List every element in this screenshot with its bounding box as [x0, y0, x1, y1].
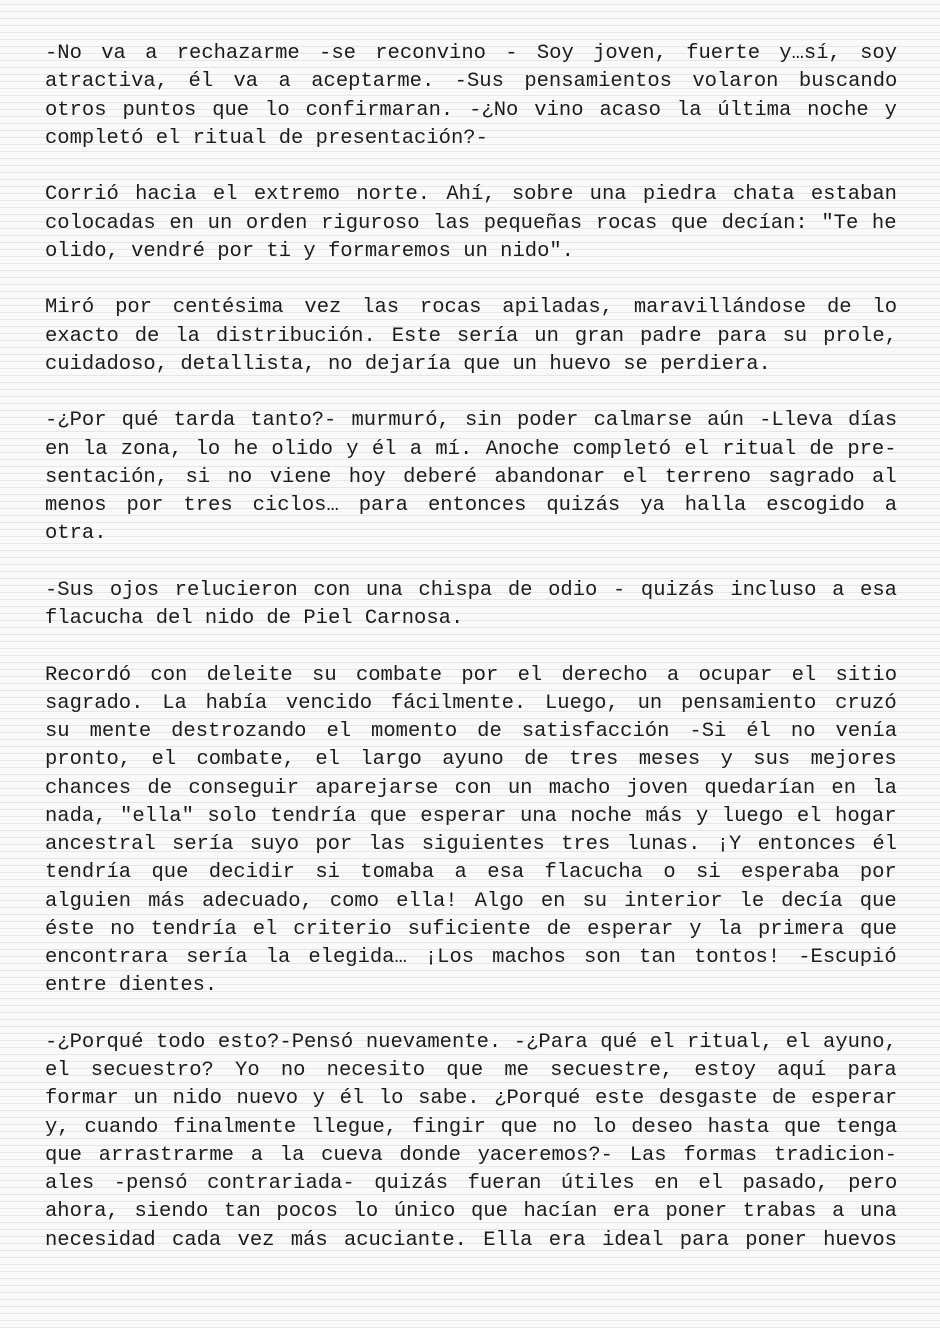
text-line: en la zona, lo he olido y él a mí. Anoche completó el ritual de pre- [45, 437, 897, 461]
text-line: -¿Porqué todo esto?-Pensó nuevamente. -¿Para qué el ritual, el ayuno, [45, 1030, 897, 1054]
text-line: su mente destrozando el momento de satisfacción -Si él no venía [45, 720, 897, 743]
text-line: atractiva, él va a aceptarme. -Sus pensamientos volaron buscando [45, 70, 897, 94]
text-line: ales -pensó contrariada- quizás fueran útiles en el pasado, pero [45, 1172, 897, 1195]
text-line: colocadas en un orden riguroso las pequeñas rocas que decían: "Te he [45, 211, 897, 235]
text-line: sentación, si no viene hoy deberé abandonar el terreno sagrado al [45, 465, 897, 489]
text-line: que arrastrarme a la cueva donde yaceremos?- Las formas tradicion- [45, 1143, 897, 1167]
text-line: exacto de la distribución. Este sería un gran padre para su prole, [45, 324, 897, 348]
text-line: menos por tres ciclos… para entonces quizás ya halla escogido a [45, 494, 897, 517]
text-line: sagrado. La había vencido fácilmente. Luego, un pensamiento cruzó [45, 691, 897, 715]
paragraph [45, 1029, 897, 1255]
text-line: otros puntos que lo confirmaran. -¿No vino acaso la última noche y [45, 98, 897, 122]
paragraph [45, 294, 897, 379]
text-line: Recordó con deleite su combate por el derecho a ocupar el sitio [45, 663, 897, 687]
text-line: necesidad cada vez más acuciante. Ella era ideal para poner huevos [45, 1228, 897, 1252]
text-line: ancestral sería suyo por las siguientes tres lunas. ¡Y entonces él [45, 833, 897, 856]
text-line: ahora, siendo tan pocos lo único que hacían era poner trabas a una [45, 1200, 897, 1224]
text-line: entre dientes. [45, 974, 218, 998]
text-line: cuidadoso, detallista, no dejaría que un huevo se perdiera. [45, 352, 771, 376]
text-line: formar un nido nuevo y él lo sabe. ¿Porqué este desgaste de esperar [45, 1087, 897, 1111]
paragraph [45, 577, 897, 634]
text-line: alguien más adecuado, como ella! Algo en su interior le decía que [45, 889, 897, 913]
paragraph [45, 407, 897, 548]
text-line: el secuestro? Yo no necesito que me secuestre, estoy aquí para [45, 1059, 897, 1082]
text-line: Miró por centésima vez las rocas apiladas, maravillándose de lo [45, 296, 897, 320]
paragraph [45, 662, 897, 1001]
text-line: Corrió hacia el extremo norte. Ahí, sobre una piedra chata estaban [45, 183, 897, 207]
text-line: encontrara sería la elegida… ¡Los machos son tan tontos! -Escupió [45, 946, 897, 969]
text-line: -Sus ojos relucieron con una chispa de odio - quizás incluso a esa [45, 578, 897, 602]
text-line: otra. [45, 522, 107, 546]
text-line: chances de conseguir aparejarse con un macho joven quedarían en la [45, 776, 897, 800]
text-line: nada, "ella" solo tendría que esperar una noche más y luego el hogar [45, 804, 897, 828]
text-line: completó el ritual de presentación?- [45, 126, 488, 150]
document-page [45, 40, 897, 1283]
text-line: -No va a rechazarme -se reconvino - Soy joven, fuerte y…sí, soy [45, 42, 897, 65]
text-line: pronto, el combate, el largo ayuno de tres meses y sus mejores [45, 748, 897, 772]
text-line: y, cuando finalmente llegue, fingir que no lo deseo hasta que tenga [45, 1115, 897, 1139]
text-line: éste no tendría el criterio suficiente de esperar y la primera que [45, 917, 897, 941]
text-line: -¿Por qué tarda tanto?- murmuró, sin poder calmarse aún -Lleva días [45, 409, 897, 433]
text-line: tendría que decidir si tomaba a esa flacucha o si esperaba por [45, 861, 897, 885]
text-line: flacucha del nido de Piel Carnosa. [45, 607, 464, 630]
text-line: olido, vendré por ti y formaremos un nido". [45, 239, 574, 263]
paragraph [45, 40, 897, 153]
paragraph [45, 181, 897, 266]
